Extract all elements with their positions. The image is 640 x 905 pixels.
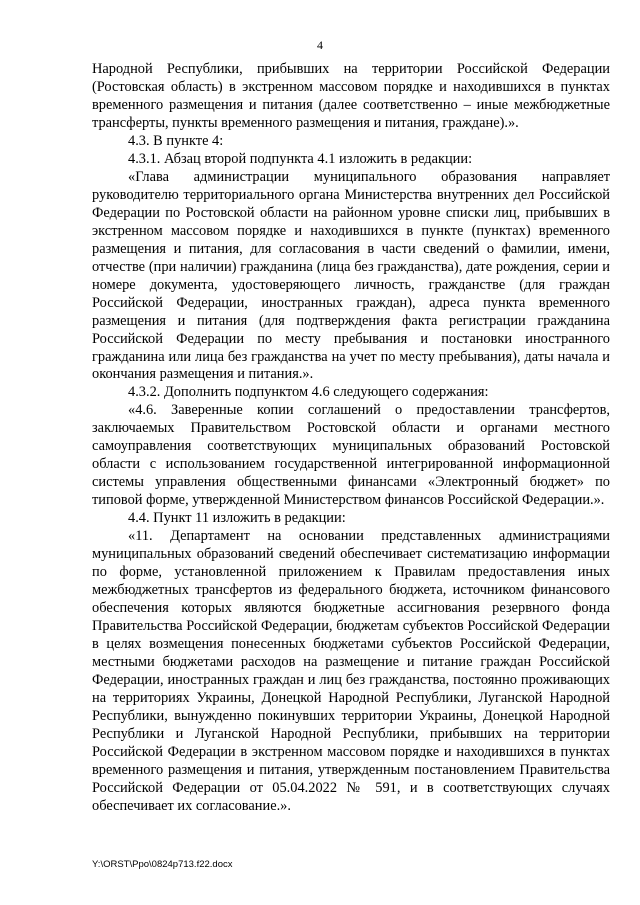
page-number: 4 [317,38,323,52]
body-paragraph: «Глава администрации муниципального образования направляет руководителю территориального органа Министерства внутренних дел Российской Федерации по Ростовской области на районном уровне списки лиц, прибывших в экстренном массовом порядке и находившихся в пункте (пунктах) временного размещения и питания, для согласования в части сведений о фамилии, имени, отчестве (при наличии) гражданина (лица без гражданства), дате рождения, серии и номере документа, удостоверяющего личность, гражданстве (для граждан Российской Федерации, иностранных граждан), адреса пункта временного размещения и питания (для подтверждения факта регистрации гражданина Российской Федерации по месту пребывания и постановки иностранного гражданина или лица без гражданства на учет по месту пребывания), даты начала и окончания размещения и питания.». [92,168,610,383]
body-paragraph: 4.3. В пункте 4: [128,132,224,149]
body-paragraph: «4.6. Заверенные копии соглашений о предоставлении трансфертов, заключаемых Правительством Ростовской области и органами местного самоуправления соответствующих муниципальных образований Ростовской области с использованием государственной интегрированной информационной системы управления общественными финансами «Электронный бюджет» по типовой форме, утвержденной Министерством финансов Российской Федерации.». [92,402,610,509]
document-body [92,61,610,816]
body-paragraph: Народной Республики, прибывших на территории Российской Федерации (Ростовская область) в экстренном массовом порядке и находившихся в пунктах временного размещения и питания (далее соответственно – иные межбюджетные трансферты, пункты временного размещения и питания, граждане).». [92,61,610,131]
file-path-footer: Y:\ORST\Ppo\0824p713.f22.docx [92,859,233,870]
body-paragraph: «11. Департамент на основании представленных администрациями муниципальных образований сведений обеспечивает систематизацию информации по форме, установленной приложением к Правилам предоставления иных межбюджетных трансфертов из федерального бюджета, источником финансового обеспечения которых являются бюджетные ассигнования резервного фонда Правительства Российской Федерации, бюджетам субъектов Российской Федерации в целях возмещения понесенных бюджетами субъектов Российской Федерации, местными бюджетами расходов на размещение и питание граждан Российской Федерации, иностранных граждан и лиц без гражданства, постоянно проживающих на территориях Украины, Донецкой Народной Республики, Луганской Народной Республики, вынужденно покинувших территории Украины, Донецкой Народной Республики и Луганской Народной Республики, прибывших на территории Российской Федерации в экстренном массовом порядке и находившихся в пунктах временного размещения и питания, утвержденным постановлением Правительства Российской Федерации от 05.04.2022 № 591, и в соответствующих случаях обеспечивает их согласование.». [92,528,610,814]
body-paragraph: 4.3.1. Абзац второй подпункта 4.1 изложить в редакции: [128,150,473,167]
body-paragraph: 4.3.2. Дополнить подпунктом 4.6 следующего содержания: [128,384,489,401]
body-paragraph: 4.4. Пункт 11 изложить в редакции: [128,510,346,527]
